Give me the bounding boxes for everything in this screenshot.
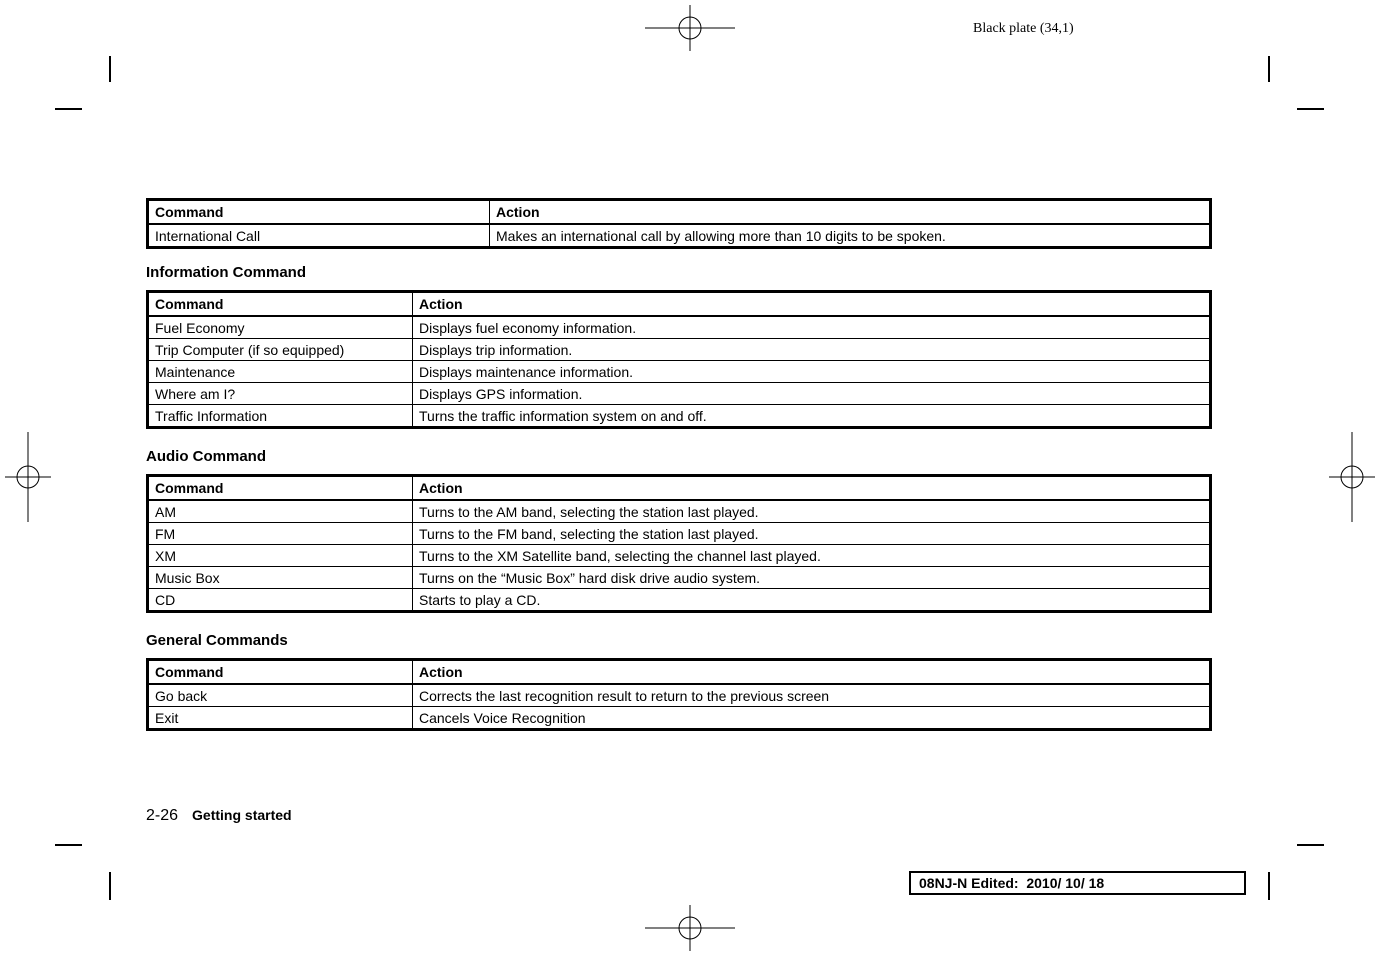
crop-mark <box>55 108 82 110</box>
action-cell: Corrects the last recognition result to return to the previous screen <box>413 684 1211 707</box>
command-cell: XM <box>148 545 413 567</box>
action-cell: Turns to the FM band, selecting the station last played. <box>413 523 1211 545</box>
command-cell: Trip Computer (if so equipped) <box>148 339 413 361</box>
registration-mark <box>645 5 735 51</box>
action-cell: Displays maintenance information. <box>413 361 1211 383</box>
command-cell: Fuel Economy <box>148 316 413 339</box>
action-cell: Cancels Voice Recognition <box>413 707 1211 730</box>
crop-mark <box>1297 844 1324 846</box>
table-row <box>148 405 1211 428</box>
table-header-row <box>148 292 1211 317</box>
command-cell: Music Box <box>148 567 413 589</box>
table-row <box>148 684 1211 707</box>
phone-command-table <box>146 198 1212 249</box>
section-heading-general: General Commands <box>146 632 288 649</box>
column-header-action: Action <box>413 476 1211 501</box>
action-cell: Makes an international call by allowing more than 10 digits to be spoken. <box>490 224 1211 248</box>
table-header-row <box>148 660 1211 685</box>
command-cell: Where am I? <box>148 383 413 405</box>
crop-mark <box>1268 56 1270 82</box>
table-row <box>148 545 1211 567</box>
table-row <box>148 500 1211 523</box>
command-cell: International Call <box>148 224 490 248</box>
command-cell: AM <box>148 500 413 523</box>
action-cell: Turns to the AM band, selecting the station last played. <box>413 500 1211 523</box>
crop-mark <box>1297 108 1324 110</box>
section-heading-information: Information Command <box>146 264 306 281</box>
plate-label: Black plate (34,1) <box>973 21 1074 36</box>
information-command-table <box>146 290 1212 429</box>
table-row <box>148 383 1211 405</box>
table-row <box>148 361 1211 383</box>
table-row <box>148 707 1211 730</box>
table-row <box>148 224 1211 248</box>
section-heading-audio: Audio Command <box>146 448 266 465</box>
table-row <box>148 316 1211 339</box>
command-cell: Exit <box>148 707 413 730</box>
table-row <box>148 567 1211 589</box>
column-header-command: Command <box>148 476 413 501</box>
table-row <box>148 339 1211 361</box>
crop-mark <box>1268 872 1270 900</box>
action-cell: Turns on the “Music Box” hard disk drive audio system. <box>413 567 1211 589</box>
column-header-action: Action <box>413 660 1211 685</box>
column-header-command: Command <box>148 292 413 317</box>
action-cell: Displays GPS information. <box>413 383 1211 405</box>
registration-mark <box>645 905 735 951</box>
registration-mark <box>5 432 51 522</box>
registration-mark <box>1329 432 1375 522</box>
audio-command-table <box>146 474 1212 613</box>
column-header-command: Command <box>148 200 490 225</box>
table-row <box>148 589 1211 612</box>
page-footer <box>146 807 292 825</box>
crop-mark <box>109 56 111 82</box>
table-header-row <box>148 476 1211 501</box>
action-cell: Displays fuel economy information. <box>413 316 1211 339</box>
edited-stamp: 08NJ-N Edited: 2010/ 10/ 18 <box>909 871 1246 895</box>
action-cell: Turns to the XM Satellite band, selecting the channel last played. <box>413 545 1211 567</box>
column-header-action: Action <box>413 292 1211 317</box>
crop-mark <box>55 844 82 846</box>
column-header-command: Command <box>148 660 413 685</box>
command-cell: Go back <box>148 684 413 707</box>
command-cell: Traffic Information <box>148 405 413 428</box>
table-header-row <box>148 200 1211 225</box>
command-cell: CD <box>148 589 413 612</box>
command-cell: FM <box>148 523 413 545</box>
action-cell: Displays trip information. <box>413 339 1211 361</box>
action-cell: Starts to play a CD. <box>413 589 1211 612</box>
crop-mark <box>109 872 111 900</box>
action-cell: Turns the traffic information system on and off. <box>413 405 1211 428</box>
section-name: Getting started <box>192 807 292 823</box>
general-command-table <box>146 658 1212 731</box>
page-number: 2-26 <box>146 807 179 824</box>
command-cell: Maintenance <box>148 361 413 383</box>
column-header-action: Action <box>490 200 1211 225</box>
table-row <box>148 523 1211 545</box>
